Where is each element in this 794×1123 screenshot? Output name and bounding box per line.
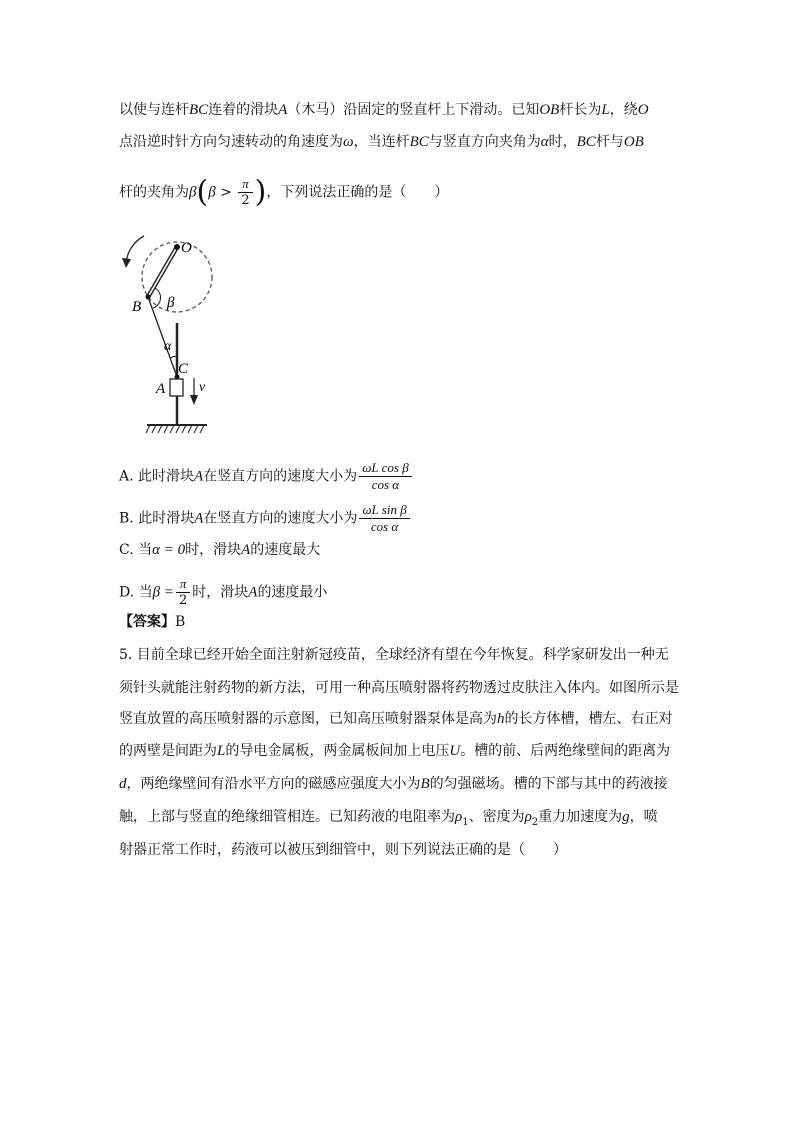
fraction-a [359, 460, 411, 493]
para1-line3 [119, 176, 448, 209]
var-o: O [637, 102, 649, 118]
var-bc: BC [576, 134, 596, 150]
label-a: A [156, 381, 166, 397]
text: ，绕 [609, 102, 638, 118]
text: B. 此时滑块 [119, 510, 195, 527]
var-u: U [449, 743, 461, 759]
denominator: 2 [178, 593, 188, 608]
q5-line5 [119, 774, 668, 794]
var-a: A [194, 468, 204, 485]
var-beta: β [208, 184, 216, 201]
denominator: cos α [371, 477, 400, 492]
var-beta: β [189, 184, 197, 201]
option-d [119, 576, 327, 609]
var-b: B [420, 776, 430, 792]
numerator: π [238, 176, 252, 193]
label-c: C [178, 361, 189, 377]
text: 在竖直方向的速度大小为 [203, 510, 358, 527]
var-h: h [497, 711, 505, 727]
para1-line1 [119, 100, 649, 120]
paren-right: ) [254, 174, 267, 210]
text: 的速度最大 [250, 542, 321, 558]
label-v: v [199, 380, 206, 395]
var-rho: ρ [524, 809, 532, 825]
text: 的长方体槽，槽左、右正对 [504, 711, 673, 727]
text: 竖直放置的高压喷射器的示意图，已知高压喷射器泵体是高为 [119, 711, 497, 727]
var-bc: BC [189, 102, 209, 118]
var-bc: BC [409, 134, 429, 150]
fraction-pi-2 [176, 576, 190, 609]
var-d: d [119, 776, 127, 792]
var-l: L [217, 743, 226, 759]
text: 时，滑块 [185, 542, 242, 558]
var-l: L [601, 102, 610, 118]
label-alpha: α [164, 339, 172, 354]
answer-value: B [175, 614, 186, 630]
q5-line6 [119, 807, 658, 833]
text: 与竖直方向夹角为 [428, 134, 541, 150]
text: 连着的滑块 [208, 102, 279, 118]
fraction-pi-2 [238, 176, 252, 209]
var-g: g [622, 809, 630, 825]
text: 重力加速度为 [538, 809, 623, 825]
numerator: ωL cos β [359, 460, 411, 477]
text: 时， [548, 134, 577, 150]
slider-a [170, 379, 183, 396]
q5-line2 [119, 678, 679, 698]
text: 射器正常工作时，药液可以被压到细管中，则下列说法正确的是（ ） [119, 842, 567, 858]
text: 杆的夹角为 [119, 184, 189, 201]
beta-arc [153, 288, 161, 308]
numerator: ωL sin β [359, 502, 409, 519]
q5-line7 [119, 840, 567, 860]
text: 在竖直方向的速度大小为 [203, 468, 358, 485]
subscript: 1 [462, 816, 469, 828]
velocity-arrowhead [190, 395, 198, 405]
option-a [119, 460, 414, 493]
text: 的导电金属板，两金属板间加上电压 [225, 743, 450, 759]
var-a: A [278, 102, 288, 118]
text: ，下列说法正确的是（ ） [266, 184, 449, 201]
text: 5. 目前全球已经开始全面注射新冠疫苗，全球经济有望在今年恢复。科学家研发出一种无 [119, 647, 669, 663]
text: 的两壁是间距为 [119, 743, 217, 759]
var-ob: OB [623, 134, 644, 150]
var-omega: ω [343, 134, 354, 150]
rotation-circle [142, 242, 212, 312]
q5-line3 [119, 709, 673, 729]
var-rho: ρ [455, 809, 463, 825]
answer-label: 【答案】 [119, 614, 175, 630]
rod-ob-inner [148, 247, 177, 297]
q5-line1 [119, 645, 669, 665]
var-ob: OB [539, 102, 560, 118]
var-alpha: α [540, 134, 549, 150]
text: 杆长为 [559, 102, 602, 118]
denominator: 2 [241, 193, 250, 208]
text: 杆与 [595, 134, 624, 150]
text: 以使与连杆 [119, 102, 189, 118]
subscript: 2 [531, 816, 539, 828]
text: D. 当 [119, 584, 153, 601]
option-c [119, 540, 320, 560]
operator: > [215, 184, 237, 201]
text: 、密度为 [468, 809, 525, 825]
text: 须针头就能注射药物的新方法，可用一种高压喷射器将药物透过皮肤注入体内。如图所示是 [119, 680, 679, 696]
text: ，两绝缘壁间有沿水平方向的磁感应强度大小为 [126, 776, 421, 792]
text: 点沿逆时针方向匀速转动的角速度为 [119, 134, 343, 150]
rotation-arrowhead [122, 258, 131, 268]
text: 的匀强磁场。槽的下部与其中的药液接 [429, 776, 668, 792]
fraction-b [359, 502, 409, 535]
ground-hatch [146, 425, 204, 433]
label-beta: β [167, 295, 175, 311]
answer [119, 612, 185, 632]
text: （木马）沿固定的竖直杆上下滑动。已知 [287, 102, 540, 118]
label-o: O [181, 240, 192, 256]
text: A. 此时滑块 [119, 468, 195, 485]
text: 时，滑块 [192, 584, 249, 601]
text: 。槽的前、后两绝缘壁间的距离为 [460, 743, 671, 759]
pivot-o [174, 244, 180, 250]
text: ，喷 [629, 809, 658, 825]
text: ，当连杆 [353, 134, 410, 150]
text: 的速度最小 [257, 584, 328, 601]
var-a: A [194, 510, 204, 527]
para1-line2 [119, 132, 644, 152]
label-b: B [132, 299, 142, 315]
denominator: cos α [370, 519, 399, 534]
mechanism-figure [110, 228, 220, 443]
option-b [119, 502, 412, 535]
text: 触，上部与竖直的绝缘细管相连。已知药液的电阻率为 [119, 809, 455, 825]
equation: α = 0 [152, 542, 186, 558]
var-a: A [241, 542, 251, 558]
equation: β = [152, 584, 174, 601]
numerator: π [176, 576, 190, 593]
text: C. 当 [119, 542, 153, 558]
q5-line4 [119, 741, 670, 761]
var-a: A [248, 584, 258, 601]
paren-left: ( [196, 174, 209, 210]
